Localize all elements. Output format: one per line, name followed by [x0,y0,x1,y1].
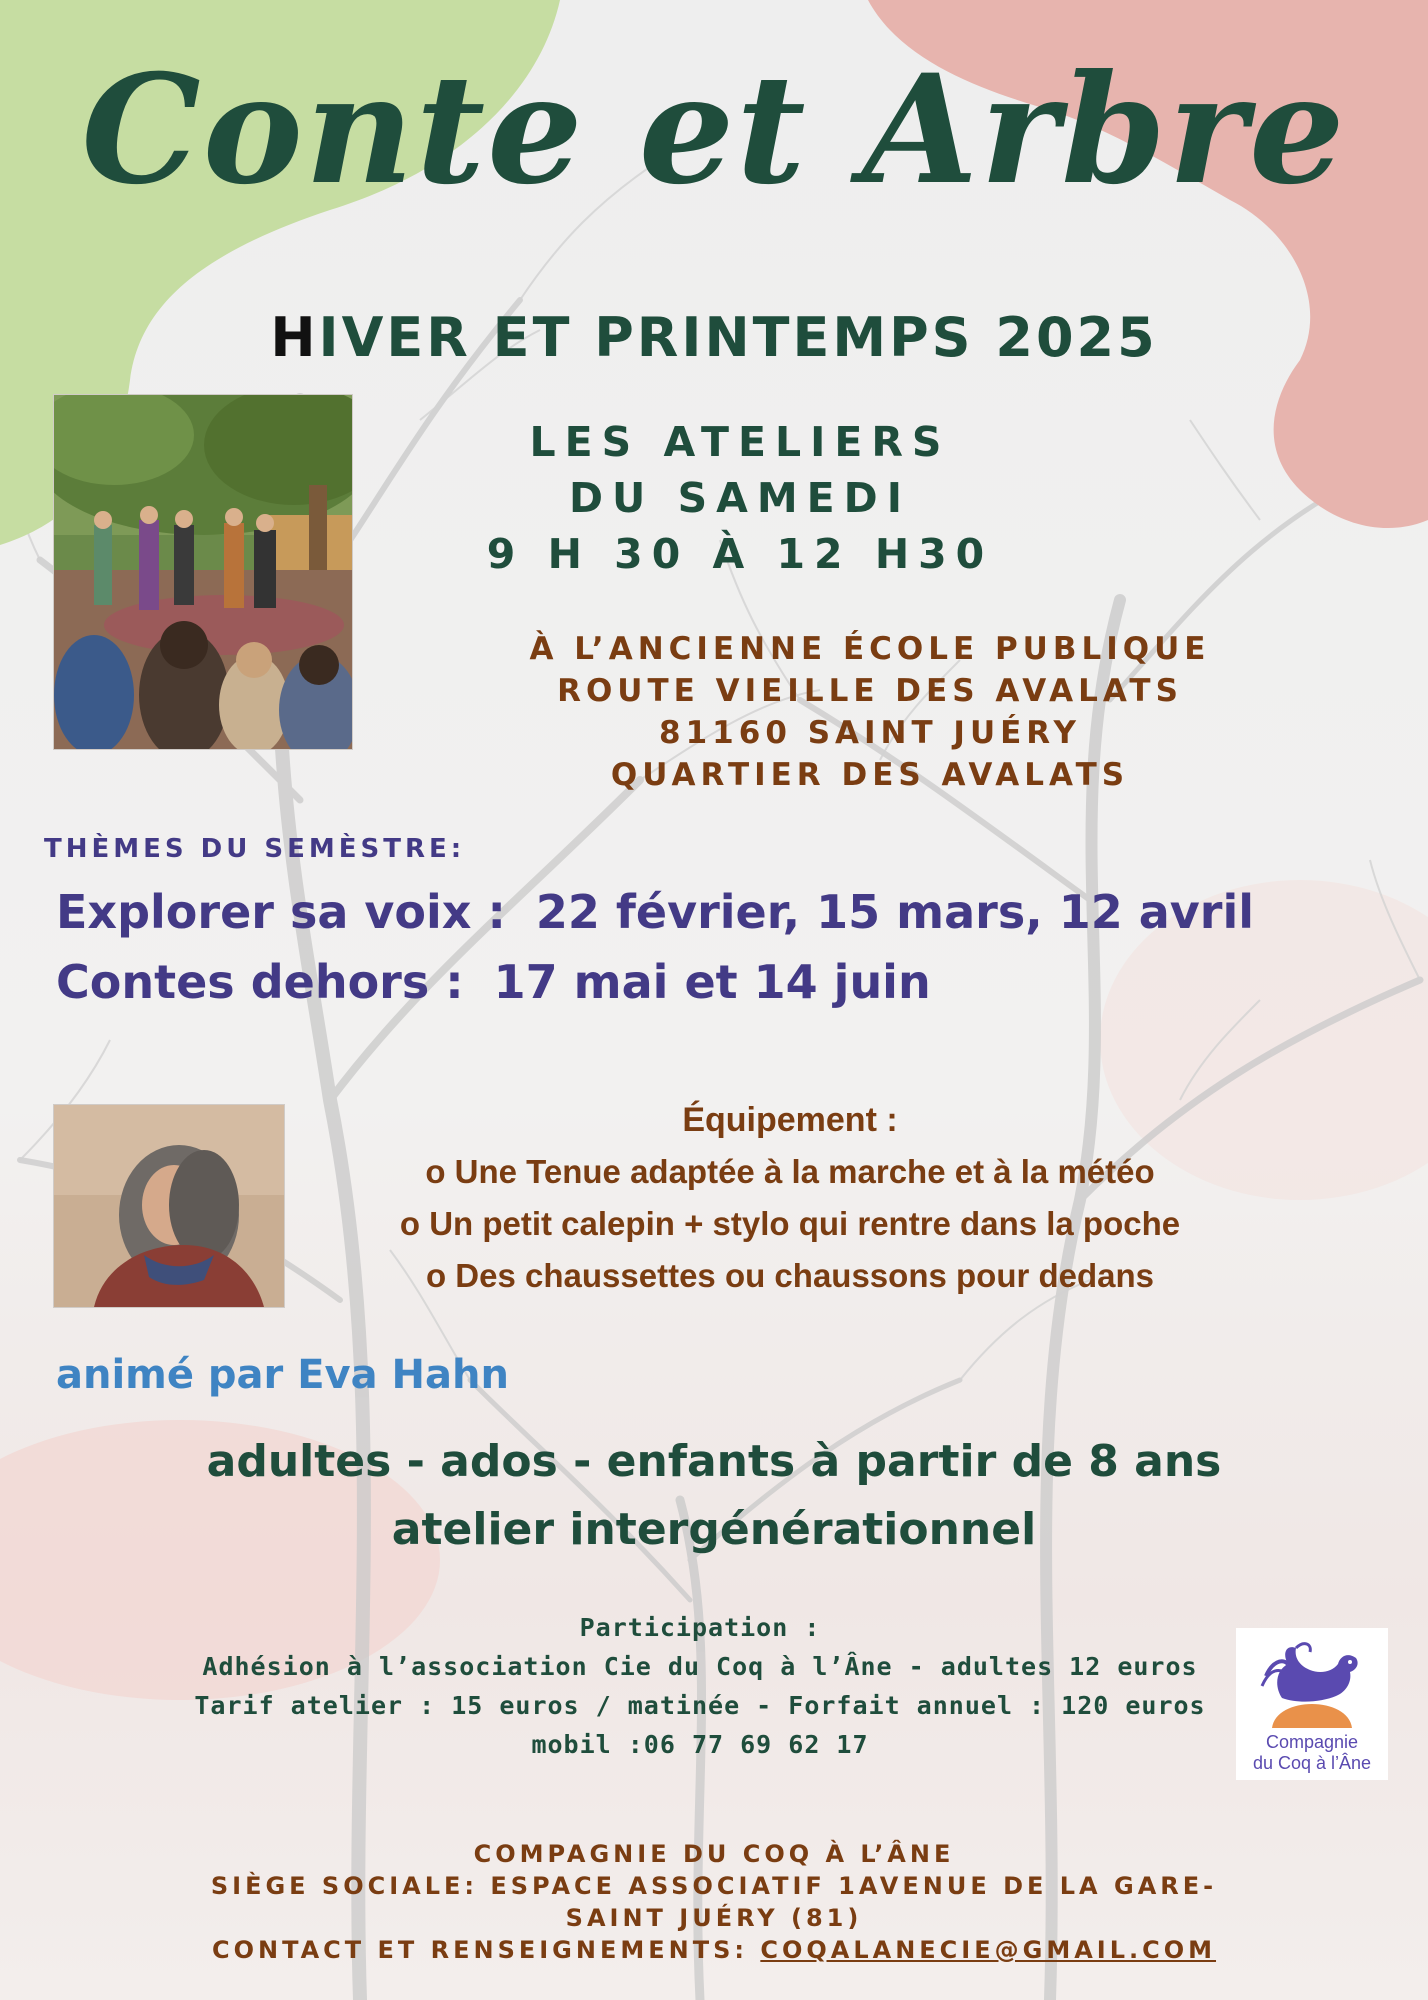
theme-row [56,954,931,1010]
audience-block [0,1428,1428,1564]
theme-dates: 22 février, 15 mars, 12 avril [535,885,1254,939]
participation-block [150,1608,1250,1764]
participation-phone: mobil :06 77 69 62 17 [531,1730,869,1759]
logo-line-2: du Coq à l’Âne [1252,1753,1372,1773]
ateliers-time: 9 H 30 À 12 H30 [486,530,994,578]
animator-portrait-photo [53,1104,285,1308]
storytelling-garden-photo [53,394,353,750]
footer-company: COMPAGNIE DU COQ À L’ÂNE [473,1840,955,1868]
contact-label: CONTACT ET RENSEIGNEMENTS: [211,1936,761,1964]
audience-line-1: adultes - ados - enfants à partir de 8 ans [206,1436,1222,1487]
theme-name: Explorer sa voix : [56,885,506,939]
theme-row [56,884,1254,940]
participation-line-1: Adhésion à l’association Cie du Coq à l’Âne - adultes 12 euros [202,1652,1198,1681]
equipment-item: o Des chaussettes ou chaussons pour dedans [425,1257,1155,1294]
equipment-item: o Une Tenue adaptée à la marche et à la météo [425,1153,1155,1190]
audience-line-2: atelier intergénérationnel [391,1504,1037,1555]
equipment-block [300,1094,1280,1302]
animator-credit: animé par Eva Hahn [56,1352,509,1398]
poster-title: Conte et Arbre [81,42,1347,218]
address-line-3: 81160 SAINT JUÉRY [659,715,1081,751]
themes-label: THÈMES DU SEMÈSTRE: [44,834,466,864]
equipment-heading: Équipement : [682,1101,898,1139]
ateliers-info [380,414,1100,582]
ateliers-line-1: LES ATELIERS [529,418,951,466]
equipment-item: o Un petit calepin + stylo qui rentre dans la poche [399,1205,1181,1242]
address-block [430,628,1310,796]
theme-name: Contes dehors : [56,955,464,1009]
participation-line-2: Tarif atelier : 15 euros / matinée - Forfait annuel : 120 euros [194,1691,1206,1720]
footer-contact [0,1934,1428,1966]
logo-line-1: Compagnie [1265,1732,1359,1752]
address-line-1: À L’ANCIENNE ÉCOLE PUBLIQUE [529,631,1211,667]
company-logo [1236,1628,1388,1780]
season-rest: IVER ET PRINTEMPS 2025 [318,306,1158,369]
rooster-donkey-icon [1252,1636,1372,1732]
footer-seat: SIÈGE SOCIALE: ESPACE ASSOCIATIF 1AVENUE DE LA GARE- [210,1872,1218,1900]
participation-heading: Participation : [579,1613,821,1642]
footer-city: SAINT JUÉRY (81) [565,1904,863,1932]
season-subtitle [0,306,1428,370]
footer-block [0,1838,1428,1966]
logo-text [1236,1732,1388,1774]
contact-email-link[interactable]: COQALANECIE@GMAIL.COM [760,1936,1217,1964]
season-first-letter: H [270,306,319,369]
address-line-4: QUARTIER DES AVALATS [610,757,1130,793]
theme-dates: 17 mai et 14 juin [493,955,931,1009]
ateliers-line-2: DU SAMEDI [569,474,911,522]
address-line-2: ROUTE VIEILLE DES AVALATS [557,673,1183,709]
